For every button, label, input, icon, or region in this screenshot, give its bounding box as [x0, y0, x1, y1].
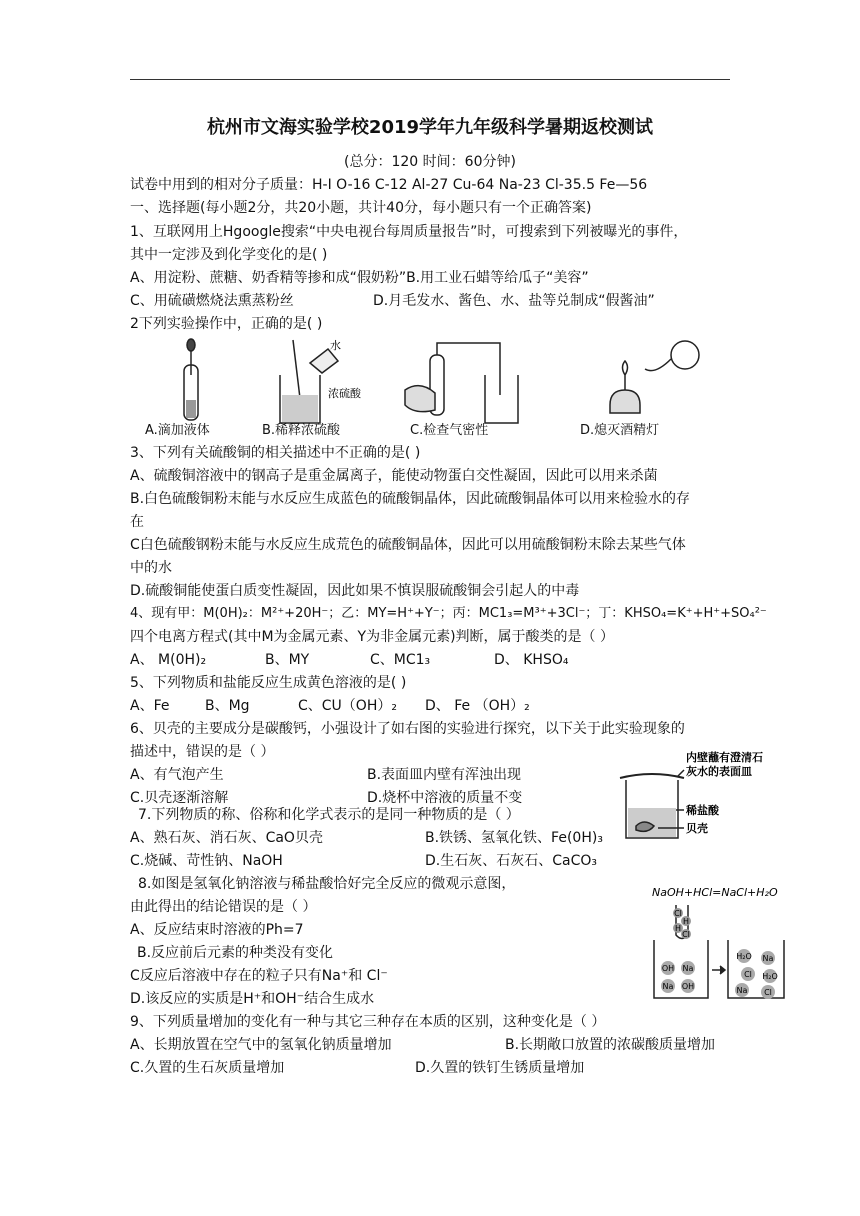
q1-stem-line2: 其中一定涉及到化学变化的是( ) — [130, 247, 328, 263]
q8-option-a: A、反应结束时溶液的Ph=7 — [130, 922, 304, 938]
q3-option-b-line2: 在 — [130, 514, 144, 530]
q6-option-a: A、有气泡产生 — [130, 767, 224, 783]
drop-ion-4: Cl — [682, 930, 690, 939]
right-ion-5: Na — [736, 986, 748, 995]
q5-option-a: A、Fe — [130, 698, 170, 714]
left-ion-4: OH — [681, 982, 695, 991]
left-ion-3: Na — [662, 982, 674, 991]
q5-stem: 5、下列物质和盐能反应生成黄色溶液的是( ) — [130, 675, 407, 691]
q2-option-c: C.检查气密性 — [410, 423, 489, 438]
q6-figure — [612, 748, 782, 848]
q3-option-a: A、硫酸铜溶液中的钢高子是重金属离子，能使动物蛋白交性凝固，因此可以用来杀菌 — [130, 468, 658, 484]
q6-option-c: C.贝壳逐渐溶解 — [130, 790, 229, 806]
q3-option-c-line1: C白色硫酸钢粉末能与水反应生成荒色的硫酸铜晶体，因此可以用硫酸铜粉末除去某些气体 — [130, 537, 686, 553]
q4-option-d: D、 KHSO₄ — [494, 652, 569, 668]
q6-option-b: B.表面皿内壁有浑浊出现 — [367, 767, 522, 783]
q4-option-b: B、MY — [265, 652, 310, 668]
q4-stem-line2: 四个电离方程式(其中M为金属元素、Y为非金属元素)判断，属于酸类的是（ ） — [130, 629, 615, 645]
q7-option-b: B.铁锈、氢氧化铁、Fe(0H)₃ — [425, 830, 603, 846]
q8-stem-line2: 由此得出的结论错误的是（ ） — [130, 899, 317, 915]
atomic-masses: 试卷中用到的相对分子质量：H-I O-16 C-12 Al-27 Cu-64 Na-23 Cl-35.5 Fe—56 — [130, 177, 648, 193]
q9-option-d: D.久置的铁钉生锈质量增加 — [415, 1060, 585, 1076]
left-ion-1: OH — [661, 964, 675, 973]
fig-b-water-label: 水 — [330, 339, 341, 352]
left-ion-2: Na — [682, 964, 694, 973]
q3-option-b-line1: B.白色硫酸铜粉末能与水反应生成蓝色的硫酸铜晶体，因此硫酸铜晶体可以用来检验水的存 — [130, 491, 691, 507]
q9-option-c: C.久置的生石灰质量增加 — [130, 1060, 285, 1076]
q4-option-c: C、MC1₃ — [370, 652, 431, 668]
beaker-dilution-figure — [280, 340, 338, 423]
q5-option-b: B、Mg — [205, 698, 250, 714]
exam-meta: (总分：120 时间：60分钟) — [344, 154, 516, 170]
fig6-label-dish-2: 灰水的表面皿 — [686, 765, 752, 778]
drop-ion-2: H — [682, 917, 690, 926]
header-rule — [130, 79, 730, 80]
page-title: 杭州市文海实验学校2019学年九年级科学暑期返校测试 — [206, 117, 654, 138]
fig6-label-acid: 稀盐酸 — [686, 804, 719, 817]
drop-ion-3: H — [674, 924, 682, 933]
q2-option-d: D.熄灭酒精灯 — [580, 423, 660, 438]
right-ion-1: H₂O — [736, 952, 752, 961]
q8-option-b: B.反应前后元素的种类没有变化 — [137, 945, 334, 961]
fig6-label-shell: 贝壳 — [686, 822, 708, 835]
section-heading: 一、选择题(每小题2分，共20小题，共计40分，每小题只有一个正确答案) — [130, 200, 592, 216]
q7-option-d: D.生石灰、石灰石、CaCO₃ — [425, 853, 597, 869]
alcohol-lamp-figure — [610, 341, 699, 413]
q5-option-d: D、 Fe （OH）₂ — [425, 698, 530, 714]
q6-stem-line1: 6、贝壳的主要成分是碳酸钙，小强设计了如右图的实验进行探究，以下关于此实验现象的 — [130, 721, 685, 737]
q4-option-a: A、 M(0H)₂ — [130, 652, 207, 668]
right-ion-2: Na — [762, 954, 774, 963]
q5-option-c: C、CU（OH）₂ — [298, 698, 397, 714]
q7-option-a: A、熟石灰、消石灰、CaO贝壳 — [130, 830, 323, 846]
q1-option-c: C、用硫磺燃烧法熏蒸粉丝 — [130, 293, 294, 309]
q6-option-d: D.烧杯中溶液的质量不变 — [367, 790, 523, 806]
q8-stem-line1: 8.如图是氢氧化钠溶液与稀盐酸恰好完全反应的微观示意图， — [138, 876, 516, 892]
q7-stem: 7.下列物质的称、俗称和化学式表示的是同一种物质的是（ ） — [138, 807, 520, 823]
q2-stem: 2下列实验操作中，正确的是( ) — [130, 316, 323, 332]
right-ion-6: Cl — [764, 988, 772, 997]
q1-option-d: D.月毛发水、酱色、水、盐等兑制成“假酱油” — [373, 293, 655, 309]
q8-option-c: C反应后溶液中存在的粒子只有Na⁺和 Cl⁻ — [130, 968, 388, 984]
fig6-label-dish: 内壁蘸有澄清石 — [686, 751, 763, 764]
drop-ion-1: Cl — [674, 909, 682, 918]
q6-stem-line2: 描述中，错误的是（ ） — [130, 744, 275, 760]
q9-option-a: A、长期放置在空气中的氢氧化钠质量增加 — [130, 1037, 392, 1053]
q8-option-d: D.该反应的实质是H⁺和OH⁻结合生成水 — [130, 991, 375, 1007]
dropper-figure — [184, 339, 198, 420]
fig-b-acid-label: 浓硫酸 — [328, 387, 361, 400]
q9-option-b: B.长期敞口放置的浓碳酸质量增加 — [505, 1037, 716, 1053]
right-ion-4: H₂O — [762, 972, 778, 981]
q7-option-c: C.烧碱、苛性钠、NaOH — [130, 853, 283, 869]
q8-figure — [648, 880, 788, 1005]
right-ion-3: Cl — [744, 970, 752, 979]
airtightness-figure — [405, 343, 518, 423]
fig8-equation: NaOH+HCl=NaCl+H₂O — [652, 886, 778, 899]
q3-stem: 3、下列有关硫酸铜的相关描述中不正确的是( ) — [130, 445, 421, 461]
q1-option-ab: A、用淀粉、蔗糖、奶香精等掺和成“假奶粉”B.用工业石蜡等给瓜子“美容” — [130, 270, 589, 286]
q3-option-d: D.硫酸铜能使蛋白质变性凝固，因此如果不慎误服硫酸铜会引起人的中毒 — [130, 583, 580, 599]
q9-stem: 9、下列质量增加的变化有一种与其它三种存在本质的区别，这种变化是（ ） — [130, 1014, 606, 1030]
q1-stem-line1: 1、互联网用上Hgoogle搜索“中央电视台每周质量报告”时，可搜索到下列被曝光的事件， — [130, 224, 688, 240]
q2-option-b: B.稀释浓硫酸 — [262, 423, 341, 438]
q3-option-c-line2: 中的水 — [130, 560, 172, 576]
q4-stem-line1: 4、现有甲：M(0H)₂：M²⁺+20H⁻；乙：MY=H⁺+Y⁻；丙：MC1₃=M³⁺+3Cl⁻；丁：KHSO₄=K⁺+H⁺+SO₄²⁻ — [130, 606, 767, 621]
q2-option-a: A.滴加液体 — [145, 423, 210, 438]
